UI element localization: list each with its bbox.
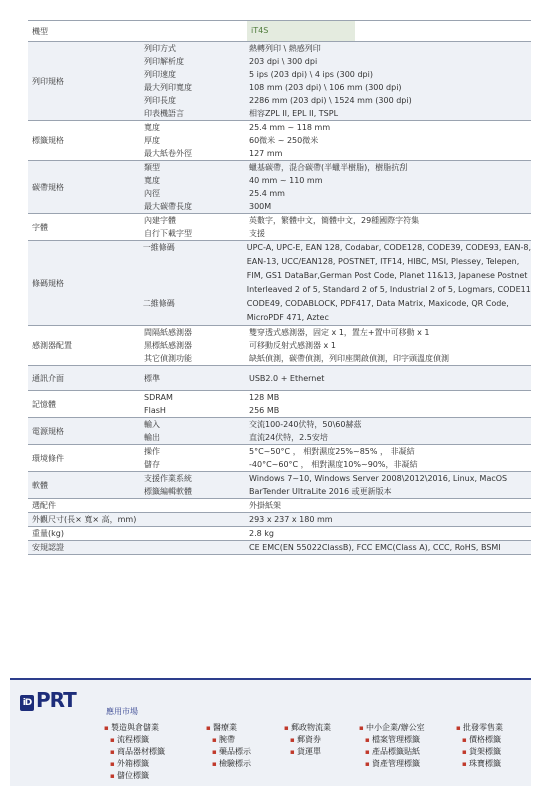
spec-value: BarTender UltraLite 2016 或更新版本 bbox=[249, 487, 392, 496]
category-item: ▪ 檢驗標示 bbox=[206, 758, 251, 770]
barcode-line: MicroPDF 471, Aztec bbox=[246, 313, 329, 322]
spec-value: Windows 7~10, Windows Server 2008\2012\2016, Linux, MacOS bbox=[249, 474, 508, 483]
spec-name: 列印方式 bbox=[144, 44, 176, 53]
spec-value: 2.8 kg bbox=[249, 529, 274, 538]
barcode-line: CODE49, CODABLOCK, PDF417, Data Matrix, Maxicode, QR Code, bbox=[246, 299, 509, 308]
row-ribbon bbox=[28, 161, 531, 214]
spec-value: 2286 mm (203 dpi) \ 1524 mm (300 dpi) bbox=[249, 96, 412, 105]
spec-value: 5°C~50°C ， 相對濕度25%~85% ， 非凝結 bbox=[249, 447, 415, 456]
spec-name: 間隔紙感測器 bbox=[144, 328, 192, 337]
category-head: ▪ 郵政物流業 bbox=[284, 722, 331, 734]
spec-name: 黑標紙感測器 bbox=[144, 341, 192, 350]
row-label: 安規認證 bbox=[32, 543, 64, 552]
spec-name: 厚度 bbox=[144, 136, 160, 145]
row-interface bbox=[28, 366, 531, 391]
row-label: 碳帶規格 bbox=[32, 182, 64, 192]
spec-name: 寬度 bbox=[144, 123, 160, 132]
spec-value: CE EMC(EN 55022ClassB), FCC EMC(Class A), CCC, RoHS, BSMI bbox=[249, 543, 501, 552]
spec-name: SDRAM bbox=[144, 393, 173, 402]
category-item: ▪ 藥品標示 bbox=[206, 746, 251, 758]
spec-value: 203 dpi \ 300 dpi bbox=[249, 57, 318, 66]
spec-name: 支援作業系統 bbox=[144, 474, 192, 483]
row-font bbox=[28, 214, 531, 241]
spec-name: 最大碳帶長度 bbox=[144, 202, 192, 211]
row-label: 列印規格 bbox=[32, 76, 64, 86]
spec-name: 標準 bbox=[144, 373, 160, 383]
spec-value: 256 MB bbox=[249, 406, 280, 415]
spec-name: 最大列印寬度 bbox=[144, 83, 192, 92]
spec-name: 自行下載字型 bbox=[144, 229, 192, 238]
spec-value: 25.4 mm ~ 118 mm bbox=[249, 123, 331, 132]
category-item: ▪ 流程標籤 bbox=[104, 734, 165, 746]
spec-name: 其它偵測功能 bbox=[144, 354, 192, 363]
row-label: 環境條件 bbox=[32, 453, 64, 463]
spec-value: 25.4 mm bbox=[249, 189, 285, 198]
category-item: ▪ 貨運單 bbox=[284, 746, 331, 758]
spec-value: 缺紙偵測，碳帶偵測，列印座開啟偵測，印字頭溫度偵測 bbox=[249, 354, 449, 363]
row-software bbox=[28, 472, 531, 499]
spec-name: 最大紙卷外徑 bbox=[144, 149, 192, 158]
category-head: ▪ 中小企業/辦公室 bbox=[359, 722, 425, 734]
category-item: ▪ 珠寶標籤 bbox=[456, 758, 503, 770]
spec-value: 108 mm (203 dpi) \ 106 mm (300 dpi) bbox=[249, 83, 402, 92]
row-label: 條碼規格 bbox=[32, 278, 64, 288]
row-label: 記憶體 bbox=[32, 399, 56, 409]
spec-name: 列印長度 bbox=[144, 96, 176, 105]
row-label: 選配件 bbox=[32, 501, 56, 510]
spec-name: 操作 bbox=[144, 447, 160, 456]
category-item: ▪ 產品標籤貼紙 bbox=[359, 746, 425, 758]
category-item: ▪ 儲位標籤 bbox=[104, 770, 165, 782]
spec-value: 128 MB bbox=[249, 393, 280, 402]
barcode-line: FIM, GS1 DataBar,German Post Code, Planet 11&13, Japanese Postnet bbox=[246, 271, 528, 280]
row-label: 通訊介面 bbox=[32, 373, 64, 383]
category-item: ▪ 資產管理標籤 bbox=[359, 758, 425, 770]
spec-value: 300M bbox=[249, 202, 272, 211]
spec-name: 輸入 bbox=[144, 420, 160, 429]
category-item: ▪ 商品器材標籤 bbox=[104, 746, 165, 758]
spec-value: 相容ZPL II, EPL II, TSPL bbox=[249, 109, 339, 118]
row-memory bbox=[28, 391, 531, 418]
spec-name: 類型 bbox=[144, 163, 160, 172]
row-dimension bbox=[28, 513, 531, 527]
spec-value: 5 ips (203 dpi) \ 4 ips (300 dpi) bbox=[249, 70, 373, 79]
application-title: 應用市場 bbox=[106, 707, 138, 716]
category-office bbox=[359, 722, 425, 770]
logo-text: PRT bbox=[36, 688, 76, 712]
row-label: 軟體 bbox=[32, 480, 48, 490]
model-value: iT4S bbox=[247, 21, 355, 41]
category-item: ▪ 檔案管理標籤 bbox=[359, 734, 425, 746]
row-print bbox=[28, 42, 531, 121]
spec-value: 蠟基碳帶，混合碳帶(半蠟半樹脂)，樹脂抗刮 bbox=[249, 163, 408, 172]
row-label: 外觀尺寸(長× 寬× 高，mm) bbox=[32, 515, 137, 524]
spec-name: 內徑 bbox=[144, 189, 160, 198]
logo-mark: iD bbox=[20, 695, 34, 711]
row-sensor bbox=[28, 326, 531, 366]
category-medical bbox=[206, 722, 251, 770]
spec-name: 標籤編輯軟體 bbox=[144, 487, 192, 496]
spec-value: 支援 bbox=[249, 229, 265, 238]
category-item: ▪ 價格標籤 bbox=[456, 734, 503, 746]
row-cert bbox=[28, 541, 531, 555]
row-label: 標籤規格 bbox=[32, 136, 64, 145]
row-barcode bbox=[28, 241, 531, 326]
row-environment bbox=[28, 445, 531, 472]
spec-table bbox=[28, 20, 531, 555]
spec-value: 雙穿透式感測器，固定 x 1，置左+置中可移動 x 1 bbox=[249, 328, 430, 337]
spec-name: 二維條碼 bbox=[142, 299, 175, 308]
spec-value: 293 x 237 x 180 mm bbox=[249, 515, 333, 524]
row-accessory bbox=[28, 499, 531, 513]
spec-name: 列印解析度 bbox=[144, 57, 184, 66]
category-head: ▪ 批發零售業 bbox=[456, 722, 503, 734]
spec-value: USB2.0 + Ethernet bbox=[249, 373, 325, 383]
spec-value: 直流24伏特，2.5安培 bbox=[249, 433, 328, 442]
spec-name: 輸出 bbox=[144, 433, 160, 442]
spec-value: 熱轉列印 \ 熱感列印 bbox=[249, 44, 321, 53]
spec-value: 可移動反射式感測器 x 1 bbox=[249, 341, 336, 350]
category-item: ▪ 貨架標籤 bbox=[456, 746, 503, 758]
spec-name: 列印速度 bbox=[144, 70, 176, 79]
row-label: 電源規格 bbox=[32, 426, 64, 436]
spec-name: 一維條碼 bbox=[142, 243, 175, 252]
row-model bbox=[28, 21, 531, 42]
category-head: ▪ 醫療業 bbox=[206, 722, 251, 734]
category-manufacturing bbox=[104, 722, 165, 782]
spec-name: 儲存 bbox=[144, 460, 160, 469]
barcode-line: EAN-13, UCC/EAN128, POSTNET, ITF14, HIBC, MSI, Plessey, Telepen, bbox=[246, 257, 520, 266]
spec-name: FlasH bbox=[144, 406, 166, 415]
row-label: 機型 bbox=[32, 26, 48, 36]
spec-value: 交流100-240伏特，50\60赫茲 bbox=[249, 420, 362, 429]
barcode-line: Interleaved 2 of 5, Standard 2 of 5, Industrial 2 of 5, Logmars, CODE11 bbox=[246, 285, 531, 294]
spec-value: 127 mm bbox=[249, 149, 283, 158]
spec-name: 印表機語言 bbox=[144, 109, 184, 118]
spec-value: 外掛紙架 bbox=[249, 501, 281, 510]
spec-value: -40°C~60°C ， 相對濕度10%~90%，非凝結 bbox=[249, 460, 418, 469]
category-item: ▪ 腕帶 bbox=[206, 734, 251, 746]
spec-name: 寬度 bbox=[144, 176, 160, 185]
row-weight bbox=[28, 527, 531, 541]
spec-name: 內建字體 bbox=[144, 216, 176, 225]
row-label: 重量(kg) bbox=[32, 529, 64, 538]
spec-value: 40 mm ~ 110 mm bbox=[249, 176, 323, 185]
category-logistics bbox=[284, 722, 331, 758]
category-item: ▪ 郵資券 bbox=[284, 734, 331, 746]
row-label: 字體 bbox=[32, 222, 48, 232]
spec-value: 英數字，繁體中文，簡體中文，29種國際字符集 bbox=[249, 216, 420, 225]
barcode-line: UPC-A, UPC-E, EAN 128, Codabar, CODE128, CODE39, CODE93, EAN-8, bbox=[246, 243, 531, 252]
row-label: 感測器配置 bbox=[32, 341, 72, 350]
idprt-logo bbox=[20, 688, 76, 712]
row-label-spec bbox=[28, 121, 531, 161]
spec-value: 60微米 ~ 250微米 bbox=[249, 136, 319, 145]
category-retail bbox=[456, 722, 503, 770]
category-item: ▪ 外箱標籤 bbox=[104, 758, 165, 770]
row-power bbox=[28, 418, 531, 445]
application-footer bbox=[10, 678, 531, 786]
category-head: ▪ 製造與倉儲業 bbox=[104, 722, 165, 734]
